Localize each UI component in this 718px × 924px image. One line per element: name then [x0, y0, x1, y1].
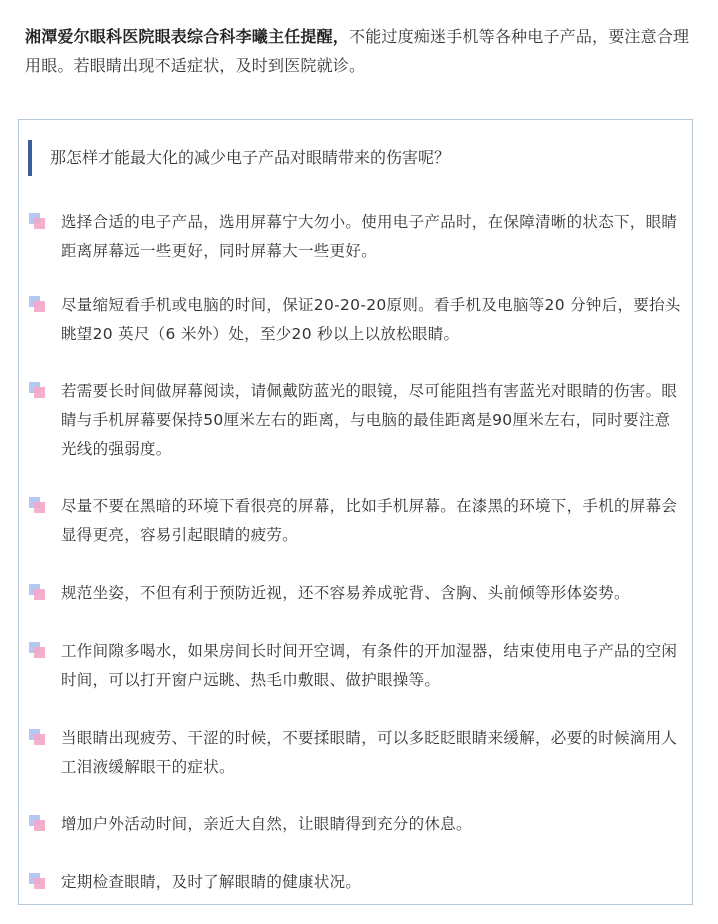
tip-text: 尽量缩短看手机或电脑的时间，保证20-20-20原则。看手机及电脑等20 分钟后，要抬头眺望20 英尺（6 米外）处，至少20 秒以上以放松眼睛。: [61, 296, 681, 343]
tip-item: [29, 291, 684, 351]
tip-text: 若需要长时间做屏幕阅读，请佩戴防蓝光的眼镜，尽可能阻挡有害蓝光对眼睛的伤害。眼睛与手机屏幕要保持50厘米左右的距离，与电脑的最佳距离是90厘米左右，同时要注意光线的强弱度。: [61, 382, 678, 458]
square-bullet-icon: [29, 873, 45, 889]
tip-item: [29, 377, 684, 467]
tip-text: 定期检查眼睛，及时了解眼睛的健康状况。: [61, 873, 362, 891]
tip-text: 规范坐姿，不但有利于预防近视，还不容易养成驼背、含胸、头前倾等形体姿势。: [61, 584, 630, 602]
tip-item: [29, 810, 684, 840]
tip-text: 增加户外活动时间，亲近大自然，让眼睛得到充分的休息。: [61, 815, 472, 833]
tip-item: [29, 579, 684, 609]
tip-text: 选择合适的电子产品，选用屏幕宁大勿小。使用电子产品时，在保障清晰的状态下，眼睛距离屏幕远一些更好，同时屏幕大一些更好。: [61, 213, 678, 260]
tip-text: 尽量不要在黑暗的环境下看很亮的屏幕，比如手机屏幕。在漆黑的环境下，手机的屏幕会显得更亮，容易引起眼睛的疲劳。: [61, 497, 678, 544]
square-bullet-icon: [29, 497, 45, 513]
section-question-heading: 那怎样才能最大化的减少电子产品对眼睛带来的伤害呢？: [28, 140, 450, 176]
intro-bold-lead: 湘潭爱尔眼科医院眼表综合科李曦主任提醒，: [25, 27, 350, 46]
tip-item: [29, 637, 684, 697]
tips-box: [18, 119, 693, 905]
square-bullet-icon: [29, 815, 45, 831]
tip-item: [29, 492, 684, 552]
square-bullet-icon: [29, 642, 45, 658]
square-bullet-icon: [29, 584, 45, 600]
square-bullet-icon: [29, 213, 45, 229]
tip-item: [29, 868, 684, 898]
square-bullet-icon: [29, 729, 45, 745]
tip-item: [29, 724, 684, 784]
square-bullet-icon: [29, 296, 45, 312]
intro-body-text: 不能过度痴迷手机等各种电子产品，要注意合理用眼。若眼睛出现不适症状，及时到医院就诊。: [25, 27, 690, 75]
tip-text: 当眼睛出现疲劳、干涩的时候，不要揉眼睛，可以多眨眨眼睛来缓解，必要的时候滴用人工泪液缓解眼干的症状。: [61, 729, 678, 776]
square-bullet-icon: [29, 382, 45, 398]
intro-paragraph: [25, 22, 697, 80]
tip-text: 工作间隙多喝水，如果房间长时间开空调，有条件的开加湿器，结束使用电子产品的空闲时间，可以打开窗户远眺、热毛巾敷眼、做护眼操等。: [61, 642, 678, 689]
tip-item: [29, 208, 684, 268]
